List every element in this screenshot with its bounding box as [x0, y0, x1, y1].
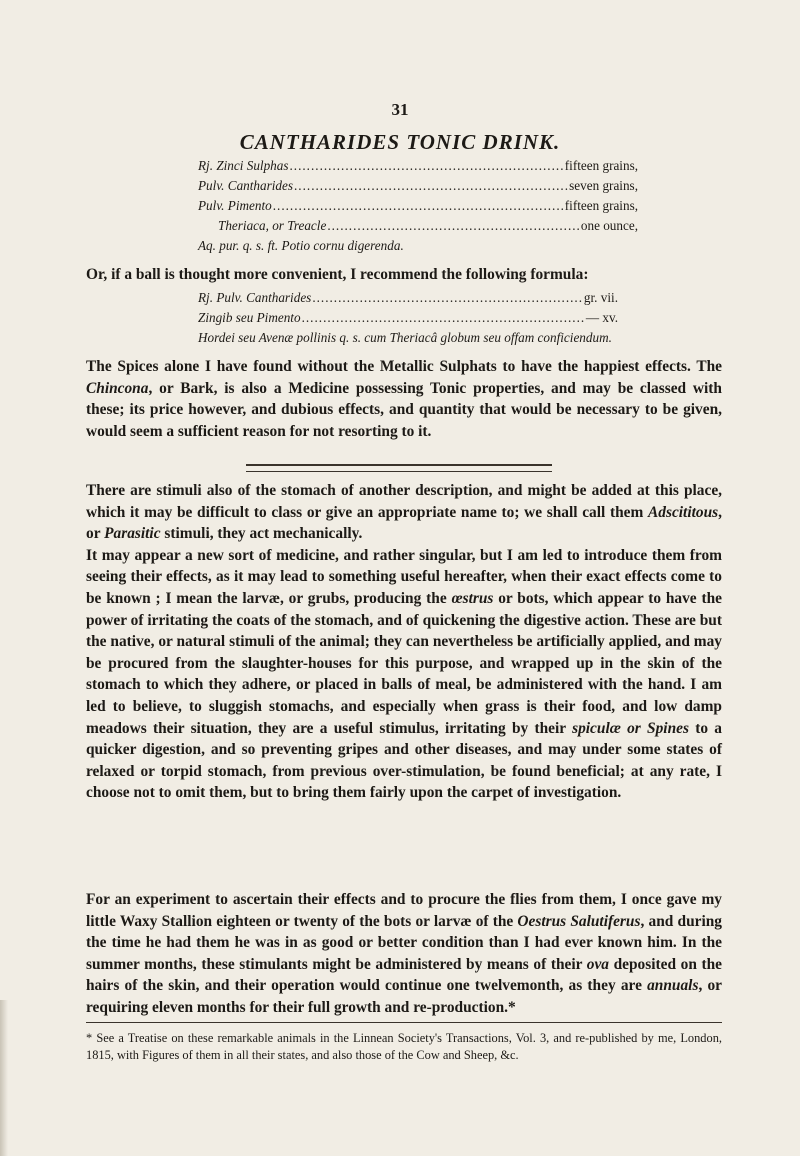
paragraph-experiment	[86, 889, 722, 1019]
emphasis: Parasitic	[104, 525, 161, 543]
footnote: * See a Treatise on these remarkable animals in the Linnean Society's Transactions, Vol. 3, and re-published by me, London, 1815, with Figures of them in all their states, and also those of the Cow and Sheep, &c.	[86, 1031, 722, 1062]
recipe-ball	[198, 290, 618, 350]
recipe-instruction: Hordei seu Avenæ pollinis q. s. cum Theriacâ globum seu offam conficiendum.	[198, 330, 612, 345]
recipe-line	[198, 178, 638, 198]
ingredient-quantity: fifteen grains,	[564, 158, 638, 173]
leader-dots	[273, 198, 564, 214]
recipe-instruction: Aq. pur. q. s. ft. Potio cornu digerenda.	[198, 238, 404, 253]
text-run: deposited on the hairs of the skin, and their operation would continue one twelvemonth, as they are	[86, 955, 722, 995]
recipe-line	[198, 238, 638, 258]
ingredient-name: Pulv. Pimento	[198, 198, 272, 213]
paragraph-text: Or, if a ball is thought more convenient, I recommend the following formula:	[86, 266, 589, 283]
ingredient-name: Pulv. Cantharides	[198, 178, 293, 193]
emphasis: Oestrus Salutiferus	[517, 912, 641, 930]
text-run: , or Bark, is also a Medicine possessing Tonic properties, and may be classed with these; its price however, and dubious effects, and quantity that would be necessary to be given, would seem a sufficient reason for not resorting to it.	[86, 379, 722, 440]
text-run: For an experiment to ascertain their effects and to procure the flies from them, I once gave my little Waxy Stallion eighteen or twenty of the bots or larvæ of the	[86, 891, 722, 930]
section-divider	[246, 464, 552, 472]
emphasis: Chincona	[86, 379, 149, 397]
paragraph-ball-formula	[86, 264, 722, 286]
ingredient-quantity: — xv.	[585, 310, 618, 325]
paragraph-text	[86, 545, 722, 804]
ingredient-quantity: gr. vii.	[583, 290, 618, 305]
paragraph-text	[86, 480, 722, 545]
recipe-line	[198, 218, 638, 238]
page-number: 31	[391, 100, 409, 119]
emphasis: Adscititous	[648, 503, 719, 521]
text-run: or bots, which appear to have the power of irritating the coats of the stomach, and of quickening the digestive action. These are but the native, or natural stimuli of the animal; they can nevertheless be artificially applied, and may be procured from the slaughter-houses for this purpose, and wrapped up in the skin of the stomach to which they adhere, or placed in balls of meal, be administered with the hand. I am led to believe, to sluggish stomachs, and especially when grass is their food, and low damp meadows their situation, they are a useful stimulus, irritating by their	[86, 589, 722, 737]
text-run: stimuli, they act mechanically.	[160, 525, 363, 543]
page-title: CANTHARIDES TONIC DRINK.	[239, 130, 561, 154]
recipe-line	[198, 290, 618, 310]
leader-dots	[327, 218, 580, 234]
footnote-rule	[86, 1022, 722, 1023]
recipe-line	[198, 310, 618, 330]
text-run: , or requiring eleven months for their full growth and re-production.*	[86, 977, 722, 1016]
recipe-line	[198, 330, 668, 350]
leader-dots	[302, 310, 585, 326]
leader-dots	[289, 158, 563, 174]
ingredient-name: Zingib seu Pimento	[198, 310, 301, 325]
text-run: The Spices alone I have found without the Metallic Sulphats to have the happiest effects. The	[86, 358, 722, 375]
page-edge-shadow	[0, 1000, 8, 1156]
paragraph-stimuli	[86, 480, 722, 804]
paragraph-spices	[86, 356, 722, 442]
leader-dots	[312, 290, 583, 306]
ingredient-name: Theriaca, or Treacle	[218, 218, 327, 233]
emphasis: ova	[586, 955, 609, 973]
ingredient-quantity: fifteen grains,	[564, 198, 638, 213]
ingredient-quantity: seven grains,	[569, 178, 638, 193]
leader-dots	[294, 178, 568, 194]
recipe-drink	[198, 158, 638, 258]
ingredient-quantity: one ounce,	[580, 218, 638, 233]
recipe-line	[198, 198, 638, 218]
text-run: to a quicker digestion, and so preventing gripes and other diseases, and may under some states of relaxed or torpid stomach, from previous over-stimulation, be found beneficial; at any rate, I choose not to omit them, but to bring them fairly upon the carpet of investigation.	[86, 719, 722, 802]
ingredient-name: Rj. Zinci Sulphas	[198, 158, 289, 173]
emphasis: spiculæ or Spines	[572, 719, 689, 737]
emphasis: œstrus	[451, 589, 494, 607]
text-run: There are stimuli also of the stomach of another description, and might be added at this place, which it may be difficult to class or give an appropriate name to; we shall call them	[86, 482, 722, 521]
text-run: , or	[86, 503, 722, 543]
text-run: , and during the time he had them he was in as good or better condition than I had ever known him. In the summer months, these stimulants might be administered by means of their	[86, 912, 722, 973]
paragraph-text	[86, 356, 722, 442]
emphasis: annuals	[647, 977, 699, 995]
paragraph-text	[86, 889, 722, 1019]
ingredient-name: Rj. Pulv. Cantharides	[198, 290, 312, 305]
recipe-line	[198, 158, 638, 178]
text-run: It may appear a new sort of medicine, and rather singular, but I am led to introduce them from seeing their effects, as it may lead to something useful hereafter, when their exact effects come to be known ; I mean the larvæ, or grubs, producing the	[86, 546, 722, 607]
